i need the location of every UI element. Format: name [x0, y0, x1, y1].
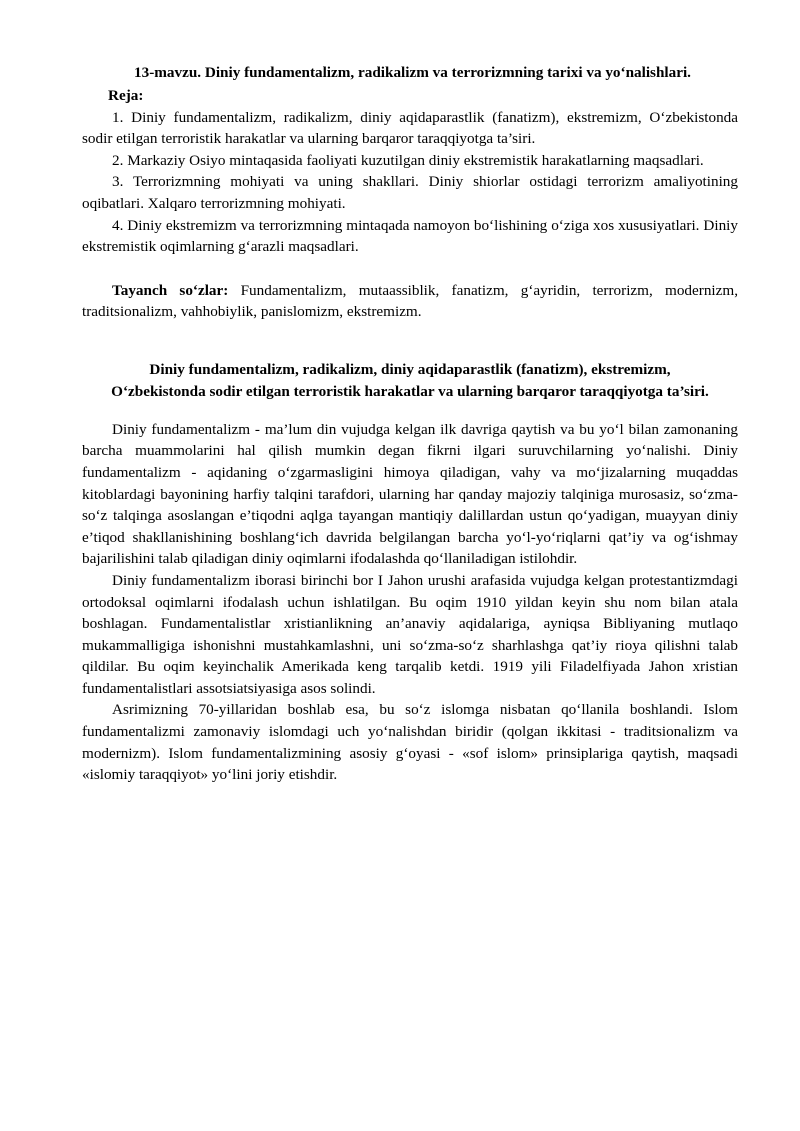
keywords-text: Fundamentalizm, mutaassiblik, fanatizm, g‘ayridin, terrorizm, modernizm, traditsionalizm, vahhobiylik, panislomizm, ekstremizm. — [82, 281, 738, 321]
document-body — [82, 62, 738, 786]
keywords-label: Tayanch so‘zlar: — [112, 281, 229, 299]
plan-item-1: 1. Diniy fundamentalizm, radikalizm, diniy aqidaparastlik (fanatizm), ekstremizm, O‘zbekistonda sodir etilgan terroristik harakatlar va ularning barqaror taraqqiyotga ta’siri. — [82, 108, 738, 148]
spacer-after-heading — [82, 403, 738, 419]
spacer-after-keywords — [82, 323, 738, 343]
spacer-after-plan — [82, 258, 738, 278]
section-heading: Diniy fundamentalizm, radikalizm, diniy aqidaparastlik (fanatizm), ekstremizm, O‘zbekistonda sodir etilgan terroristik harakatlar va ularning barqaror taraqqiyotga ta’siri. — [111, 360, 709, 400]
body-paragraph-2: Diniy fundamentalizm iborasi birinchi bor I Jahon urushi arafasida vujudga kelgan protestantizmdagi ortodoksal oqimlarni ifodalash uchun ishlatilgan. Bu oqim 1910 yildan keyin shu nom bilan atala boshlagan. Fundamentalistlar xristianlikning an’anaviy aqidalariga, ayniqsa Bibliyaning mutlaqo mukammalligiga ishonishni mustahkamlashni, uni so‘zma-so‘z sharhlashga qat’iy rioya qilishni talab qildilar. Bu oqim keyinchalik Amerikada keng tarqalib ketdi. 1919 yili Filadelfiyada Jahon xristian fundamentalistlari assotsiatsiyasiga asos solindi. — [82, 571, 738, 697]
document-title: 13-mavzu. Diniy fundamentalizm, radikalizm va terrorizmning tarixi va yo‘nalishlari. — [134, 64, 691, 81]
body-paragraph-3: Asrimizning 70-yillaridan boshlab esa, bu so‘z islomga nisbatan qo‘llanila boshlandi. Islom fundamentalizmi zamonaviy islomdagi uch yo‘nalishdan biridir (qolgan ikkitasi - traditsionalizm va modernizm). Islom fundamentalizmining asosiy g‘oyasi - «sof islom» prinsiplariga qaytish, maqsadi «islomiy taraqqiyot» yo‘lini joriy etishdir. — [82, 701, 738, 784]
body-paragraph-1: Diniy fundamentalizm - ma’lum din vujudga kelgan ilk davriga qaytish va bu yo‘l bilan zamonaning barcha muammolarini hal qilish mumkin degan fikrni ilgari suruvchilarning yo‘nalishi. Diniy fundamentalizm - aqidaning o‘zgarmasligini himoya qiladigan, vahy va mo‘jizalarning muqaddas kitoblardagi bayonining harfiy talqini tarafdori, ularning har qanday majoziy talqiniga murosasiz, so‘zma-so‘z talqinga asoslangan e’tiqodni aqlga tayangan mantiqiy dalillardan ustun qo‘yadigan, muayyan diniy e’tiqod shakllanishining boshlang‘ich davrida belgilangan barcha yo‘l-yo‘riqlarni qat’iy va og‘ishmay bajarilishini talab qiladigan diniy oqimlarni ifodalashda qo‘llaniladigan istilohdir. — [82, 420, 738, 568]
plan-item-3: 3. Terrorizmning mohiyati va uning shakllari. Diniy shiorlar ostidagi terrorizm amaliyotining oqibatlari. Xalqaro terrorizmning mohiyati. — [82, 173, 738, 212]
plan-label: Reja: — [108, 87, 144, 105]
keywords-paragraph — [82, 280, 738, 323]
spacer-before-heading — [82, 343, 738, 359]
plan-item-2: 2. Markaziy Osiyo mintaqasida faoliyati kuzutilgan diniy ekstremistik harakatlarning maqsadlari. — [112, 151, 704, 169]
plan-item-4: 4. Diniy ekstremizm va terrorizmning mintaqada namoyon bo‘lishining o‘ziga xos xususiyatlari. Diniy ekstremistik oqimlarning g‘arazli maqsadlari. — [82, 216, 738, 256]
